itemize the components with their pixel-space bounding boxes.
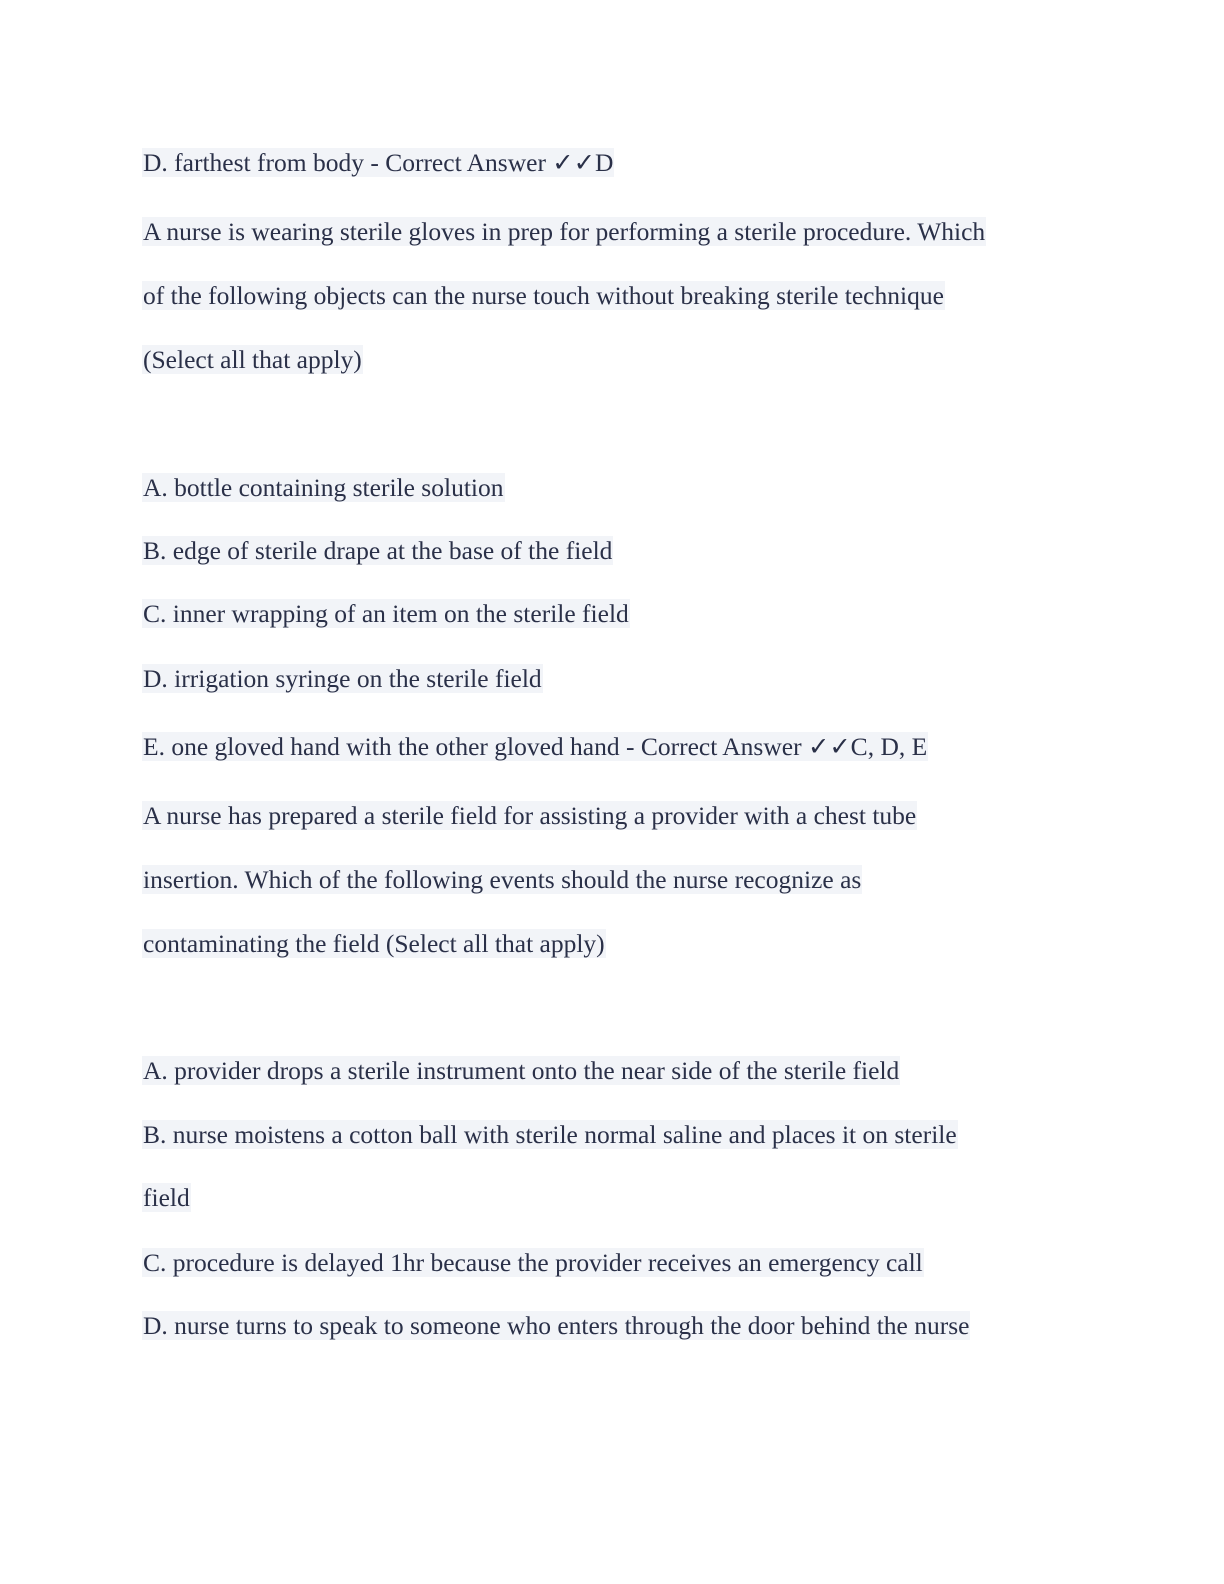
text-line: [142, 799, 917, 833]
line-text: A nurse has prepared a sterile field for assisting a provider with a chest tube: [143, 801, 917, 830]
line-text: A. provider drops a sterile instrument onto the near side of the sterile field: [143, 1056, 900, 1085]
line-text: C. procedure is delayed 1hr because the provider receives an emergency call: [143, 1248, 923, 1277]
text-line: [142, 343, 363, 377]
text-line: [142, 215, 986, 249]
text-line: [142, 1309, 970, 1343]
line-text: E. one gloved hand with the other gloved hand - Correct Answer ✓✓C, D, E: [143, 732, 928, 761]
text-line: [142, 471, 505, 505]
line-text: of the following objects can the nurse touch without breaking sterile technique: [143, 281, 944, 310]
line-text: contaminating the field (Select all that apply): [143, 929, 605, 958]
line-text: A nurse is wearing sterile gloves in prep for performing a sterile procedure. Which: [143, 217, 986, 246]
text-line: [142, 863, 862, 897]
text-line: [142, 1181, 191, 1215]
text-line: [142, 534, 613, 568]
line-text: D. nurse turns to speak to someone who enters through the door behind the nurse: [143, 1311, 970, 1340]
text-line: [142, 1118, 958, 1152]
line-text: B. nurse moistens a cotton ball with sterile normal saline and places it on sterile: [143, 1120, 957, 1149]
line-text: B. edge of sterile drape at the base of the field: [143, 536, 613, 565]
text-line: [142, 927, 606, 961]
line-text: D. farthest from body - Correct Answer ✓✓D: [143, 148, 614, 177]
line-text: field: [143, 1183, 190, 1212]
text-line: [142, 279, 945, 313]
text-line: [142, 662, 543, 696]
line-text: D. irrigation syringe on the sterile field: [143, 664, 542, 693]
text-line: [142, 146, 614, 180]
line-text: A. bottle containing sterile solution: [143, 473, 504, 502]
line-text: C. inner wrapping of an item on the sterile field: [143, 599, 629, 628]
line-text: insertion. Which of the following events should the nurse recognize as: [143, 865, 862, 894]
text-line: [142, 597, 630, 631]
line-text: (Select all that apply): [143, 345, 362, 374]
text-line: [142, 1054, 900, 1088]
text-line: [142, 730, 928, 764]
text-line: [142, 1246, 924, 1280]
